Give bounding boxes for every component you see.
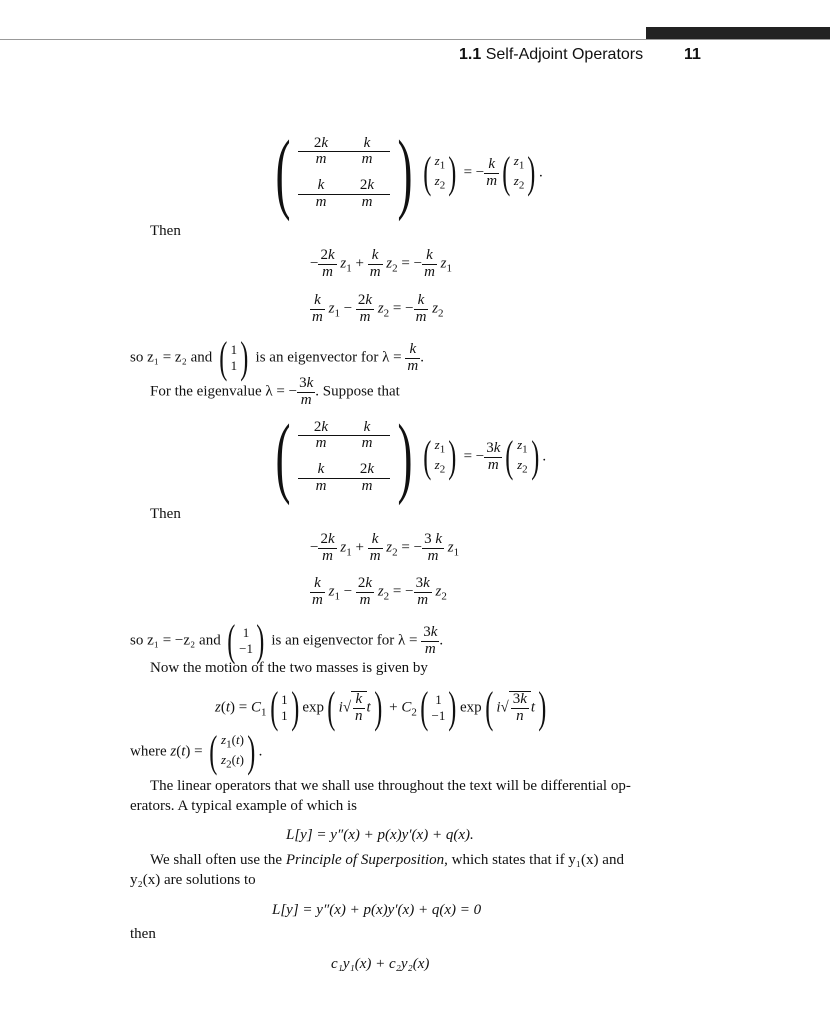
page-number: 11 <box>684 46 701 63</box>
eigenvector-sentence-2: so z₁ = −z₂ and ( 1 −1 ) is an eigenvector for λ = $\frac{3k}{m}$ . <box>130 616 444 665</box>
motion-sentence: Now the motion of the two masses is given by <box>150 660 428 676</box>
eigenvector-sentence-1: so z₁ = z₂ and ( 1 1 ) is an eigenvector for λ = $\frac{k}{m}$ . <box>130 333 424 382</box>
homogeneous-equation: L[y] = y″(x) + p(x)y′(x) + q(x) = 0 <box>272 902 482 918</box>
system-equation-1a: − $\frac{2k}{m}$ $z_1$ + $\frac{k}{m}$ $z_2$ = − $\frac{k}{m}$ $z_1$ <box>310 247 452 280</box>
super-post: , which states that if y₁(x) and <box>444 852 624 868</box>
super-pre: We shall often use the <box>150 852 286 868</box>
then-label-3: then <box>130 926 156 942</box>
section-title: Self-Adjoint Operators <box>485 46 644 63</box>
paragraph-linear-line-2: erators. A typical example of which is <box>130 798 358 814</box>
matrix-equation-1: ( $\frac{2k}{m}$ $\frac{k}{m}$ $\frac{k}{m}$ $\frac{2k}{m}$ ) ( $z_1$ $z_2$ ) = − $\frac{k}{m}$ ( $z_1$ $z_2$ ) . <box>275 123 543 222</box>
system-equation-2a: − $\frac{2k}{m}$ $z_1$ + $\frac{k}{m}$ $z_2$ = − $\frac{3 k}{m}$ $z_1$ <box>310 531 460 564</box>
system-equation-2b: $\frac{k}{m}$ $z_1$ − $\frac{2k}{m}$ $z_2$ = − $\frac{3k}{m}$ $z_2$ <box>312 575 447 608</box>
eigenvalue-intro-post: . Suppose that <box>315 383 400 400</box>
then-label-2: Then <box>150 506 181 522</box>
combination-expression: c₁y₁(x) + c₂y₂(x) <box>331 956 430 972</box>
where-label: where <box>130 743 167 760</box>
operator-equation: L[y] = y″(x) + p(x)y′(x) + q(x). <box>286 827 474 843</box>
running-head <box>459 46 643 64</box>
matrix-equation-2: ( $\frac{2k}{m}$ $\frac{k}{m}$ $\frac{k}{m}$ $\frac{2k}{m}$ ) ( $z_1$ $z_2$ ) = − $\frac{3k}{m}$ ( $z_1$ $z_2$ ) . <box>275 407 547 506</box>
paragraph-superposition-line-2: y₂(x) are solutions to <box>130 872 256 888</box>
paragraph-superposition-line-1 <box>150 852 624 869</box>
section-number: 1.1 <box>459 46 482 63</box>
superposition-term: Principle of Superposition <box>285 852 445 868</box>
header-rule <box>0 39 830 40</box>
where-line: where z(t) = ( $z_1(t)$ $z_2(t)$ ) . <box>130 727 263 776</box>
eigvec-2-pre: so z₁ = −z₂ and <box>130 632 221 649</box>
paragraph-linear-line-1: The linear operators that we shall use throughout the text will be differential op- <box>150 778 631 794</box>
then-label-1: Then <box>150 223 181 239</box>
system-equation-1b: $\frac{k}{m}$ $z_1$ − $\frac{2k}{m}$ $z_2$ = − $\frac{k}{m}$ $z_2$ <box>312 292 444 325</box>
eigvec-2-post: is an eigenvector for λ = <box>271 632 418 649</box>
eigvec-1-post: is an eigenvector for λ = <box>255 349 402 366</box>
motion-equation: $z(t) = C_1$( 1 1 ) exp( i√ $\frac{k}{n}$ $t) + C_2$( 1 −1 ) exp( i√ $\frac{3k}{n}$ t) <box>215 683 547 732</box>
eigenvalue-intro-pre: For the eigenvalue λ = − <box>150 383 298 400</box>
eigenvalue-intro: For the eigenvalue λ = − $\frac{3k}{m}$ . Suppose that <box>150 375 400 408</box>
eigvec-1-pre: so z₁ = z₂ and <box>130 349 213 366</box>
